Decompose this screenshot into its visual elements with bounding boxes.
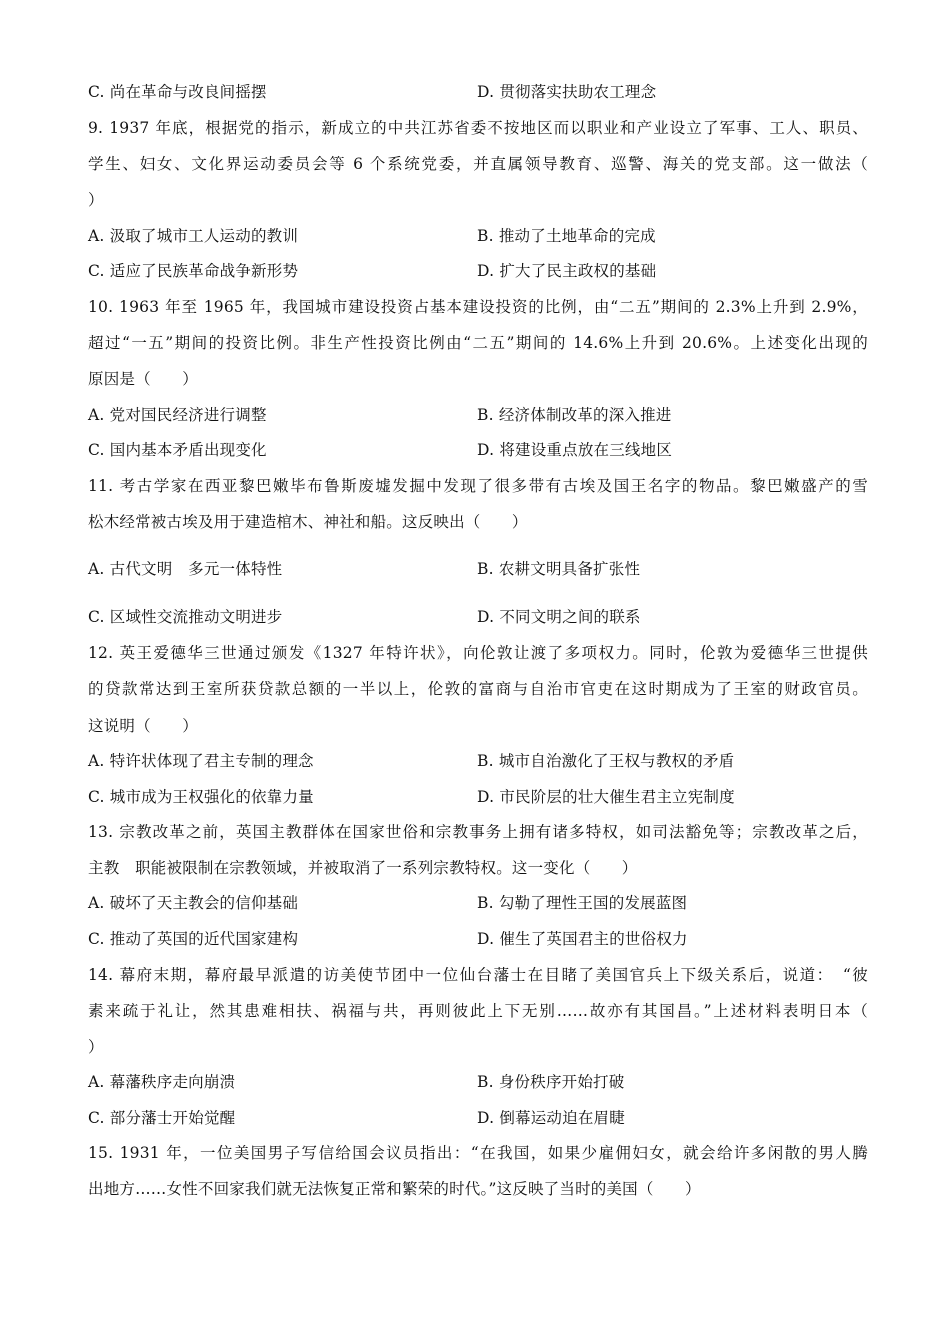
q10-stem-line-3: 原因是（ ）	[88, 370, 198, 388]
q12-option-c: C. 城市成为王权强化的依靠力量	[88, 788, 314, 806]
q12-option-a: A. 特许状体现了君主专制的理念	[88, 752, 314, 770]
q10-option-a: A. 党对国民经济进行调整	[88, 406, 267, 424]
q9-stem-line-2: 学生、妇女、文化界运动委员会等 6 个系统党委，并直属领导教育、巡警、海关的党支部。这一做法（	[88, 155, 868, 173]
q10-stem-line-2: 超过“一五”期间的投资比例。非生产性投资比例由“二五”期间的 14.6%上升到 20.6%。上述变化出现的	[88, 334, 868, 352]
q14-option-b: B. 身份秩序开始打破	[477, 1073, 625, 1091]
q14-stem-line-3: ）	[88, 1038, 104, 1056]
q9-stem-line-3: ）	[88, 191, 104, 209]
q11-stem-line-1: 11. 考古学家在西亚黎巴嫩毕布鲁斯废墟发掘中发现了很多带有古埃及国王名字的物品。黎巴嫩盛产的雪	[88, 477, 868, 495]
q8-option-d: D. 贯彻落实扶助农工理念	[477, 83, 657, 101]
q13-option-c: C. 推动了英国的近代国家建构	[88, 930, 299, 948]
q9-stem-line-1: 9. 1937 年底，根据党的指示，新成立的中共江苏省委不按地区而以职业和产业设立了军事、工人、职员、	[88, 119, 868, 137]
q10-option-b: B. 经济体制改革的深入推进	[477, 406, 672, 424]
q12-stem-line-3: 这说明（ ）	[88, 717, 198, 735]
q12-stem-line-2: 的贷款常达到王室所获贷款总额的一半以上，伦敦的富商与自治市官吏在这时期成为了王室的财政官员。	[88, 680, 868, 698]
q11-option-d: D. 不同文明之间的联系	[477, 608, 641, 626]
q13-option-a: A. 破坏了天主教会的信仰基础	[88, 894, 299, 912]
q11-option-a: A. 古代文明 多元一体特性	[88, 560, 283, 578]
q13-stem-line-2: 主教 职能被限制在宗教领域，并被取消了一系列宗教特权。这一变化（ ）	[88, 859, 638, 877]
q15-stem-line-1: 15. 1931 年，一位美国男子写信给国会议员指出：“在我国，如果少雇佣妇女，就会给许多闲散的男人腾	[88, 1144, 868, 1162]
q10-option-c: C. 国内基本矛盾出现变化	[88, 441, 267, 459]
q9-option-b: B. 推动了土地革命的完成	[477, 227, 656, 245]
q11-stem-line-2: 松木经常被古埃及用于建造棺木、神社和船。这反映出（ ）	[88, 513, 528, 531]
q8-option-c: C. 尚在革命与改良间摇摆	[88, 83, 267, 101]
q14-stem-line-2: 素来疏于礼让，然其患难相扶、祸福与共，再则彼此上下无别……故亦有其国昌。”上述材料表明日本（	[88, 1002, 868, 1020]
q10-option-d: D. 将建设重点放在三线地区	[477, 441, 673, 459]
q9-option-c: C. 适应了民族革命战争新形势	[88, 262, 299, 280]
q13-option-d: D. 催生了英国君主的世俗权力	[477, 930, 688, 948]
q9-option-a: A. 汲取了城市工人运动的教训	[88, 227, 299, 245]
q13-option-b: B. 勾勒了理性王国的发展蓝图	[477, 894, 688, 912]
q13-stem-line-1: 13. 宗教改革之前，英国主教群体在国家世俗和宗教事务上拥有诸多特权，如司法豁免等；宗教改革之后，	[88, 823, 868, 841]
q10-stem-line-1: 10. 1963 年至 1965 年，我国城市建设投资占基本建设投资的比例，由“二五”期间的 2.3%上升到 2.9%，	[88, 298, 868, 316]
q11-option-c: C. 区域性交流推动文明进步	[88, 608, 283, 626]
q14-option-d: D. 倒幕运动迫在眉睫	[477, 1109, 625, 1127]
q12-stem-line-1: 12. 英王爱德华三世通过颁发《1327 年特许状》，向伦敦让渡了多项权力。同时，伦敦为爱德华三世提供	[88, 644, 868, 662]
q11-option-b: B. 农耕文明具备扩张性	[477, 560, 641, 578]
q12-option-b: B. 城市自治激化了王权与教权的矛盾	[477, 752, 735, 770]
q15-stem-line-2: 出地方……女性不回家我们就无法恢复正常和繁荣的时代。”这反映了当时的美国（ ）	[88, 1180, 701, 1198]
q9-option-d: D. 扩大了民主政权的基础	[477, 262, 657, 280]
q12-option-d: D. 市民阶层的壮大催生君主立宪制度	[477, 788, 735, 806]
q14-stem-line-1: 14. 幕府末期，幕府最早派遣的访美使节团中一位仙台藩士在目睹了美国官兵上下级关系后，说道： “彼	[88, 966, 868, 984]
q14-option-c: C. 部分藩士开始觉醒	[88, 1109, 236, 1127]
q14-option-a: A. 幕藩秩序走向崩溃	[88, 1073, 236, 1091]
